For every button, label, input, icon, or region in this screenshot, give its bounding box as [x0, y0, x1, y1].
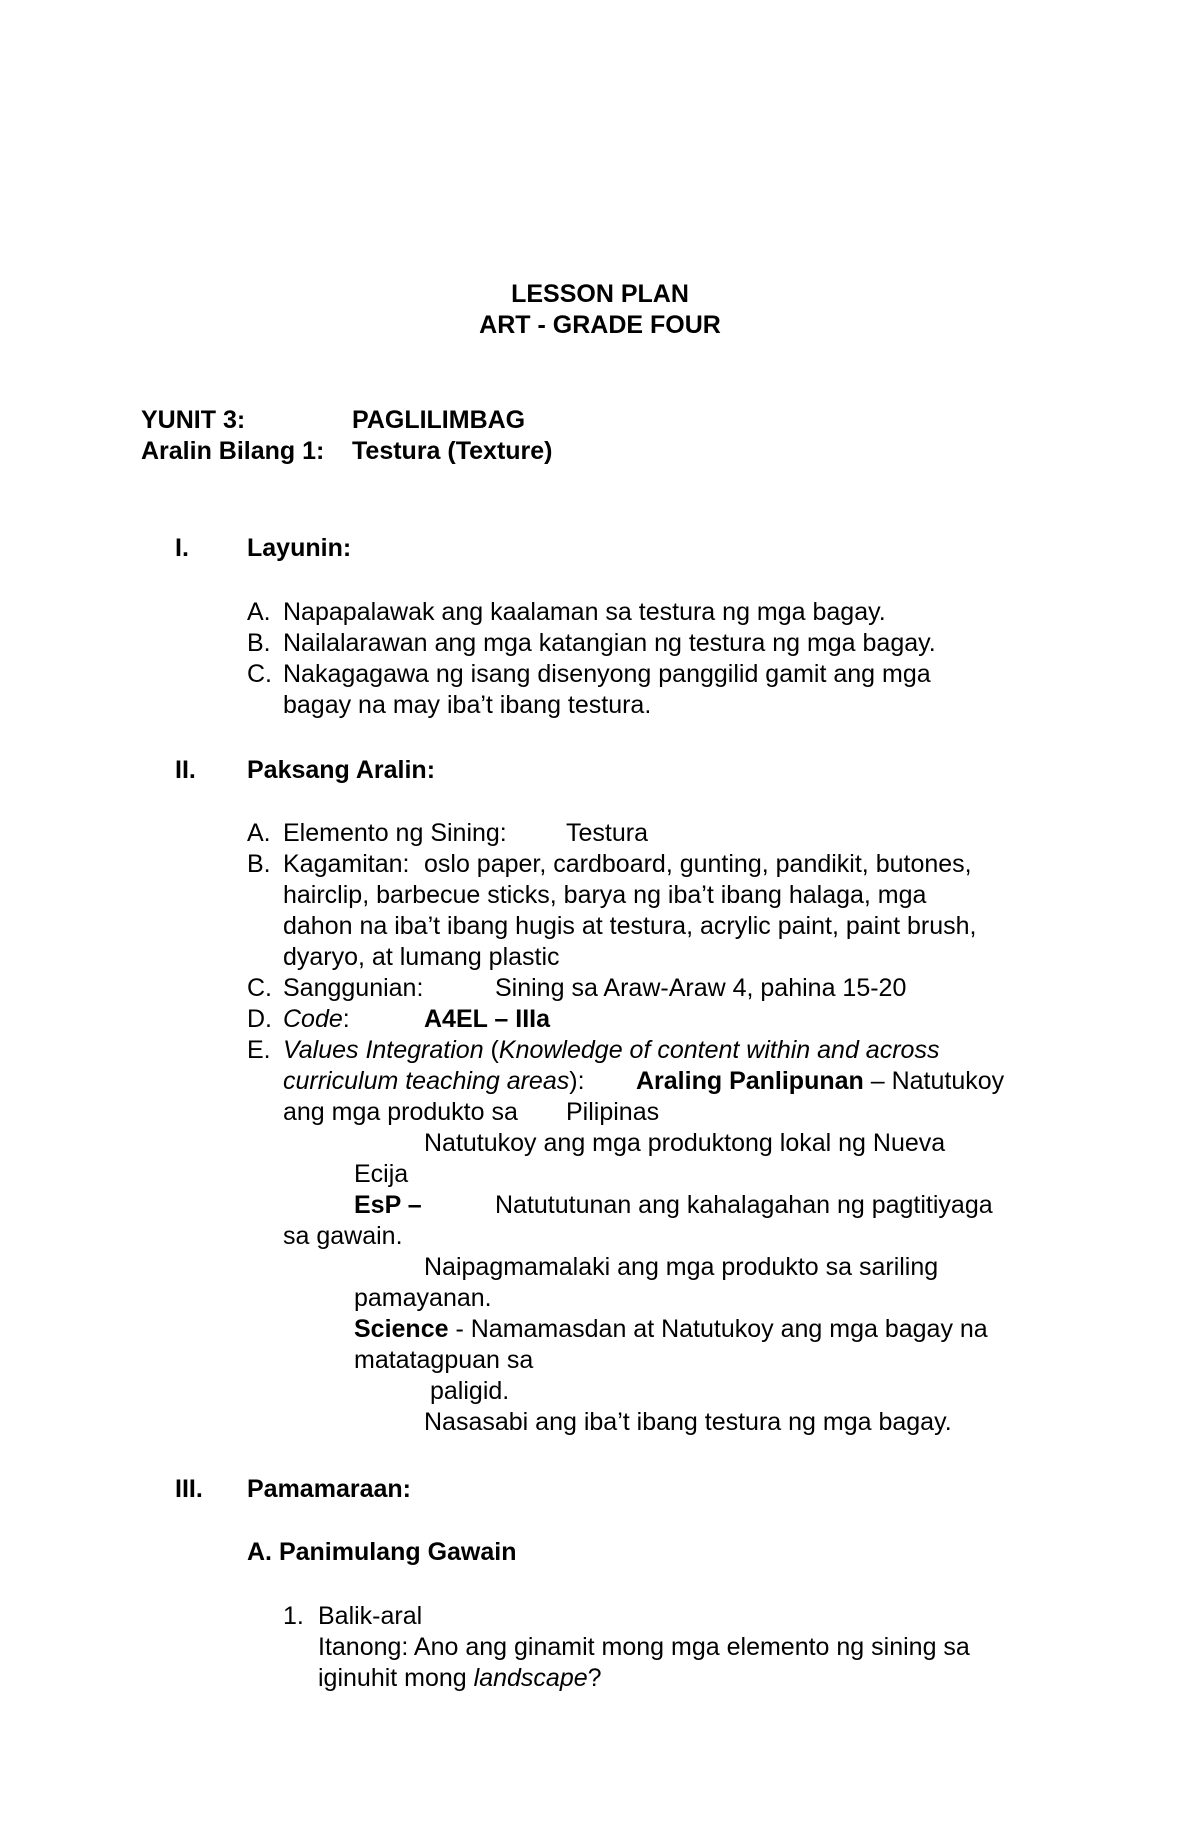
code-label-text: Code	[283, 1005, 343, 1033]
step-text: Itanong: Ano ang ginamit mong mga elemento ng sining sa	[318, 1633, 970, 1661]
lesson-label: Aralin Bilang 1:	[141, 437, 325, 465]
lesson-value: Testura (Texture)	[352, 437, 553, 465]
values-integration-detail: Knowledge of content within and across	[498, 1036, 940, 1064]
step-text-part: iginuhit mong	[318, 1664, 474, 1692]
topic-letter: E.	[247, 1036, 271, 1064]
step-text-end: ?	[587, 1664, 602, 1692]
section2-title: Paksang Aralin:	[247, 756, 436, 784]
objective-text: Nailalarawan ang mga katangian ng testura ng mga bagay.	[283, 629, 936, 657]
esp-text: Naipagmamalaki ang mga produkto sa sariling	[424, 1253, 939, 1281]
values-integration-detail-end: curriculum teaching areas	[283, 1067, 570, 1095]
values-integration-heading-continued	[283, 1066, 585, 1096]
reference-label: Sanggunian:	[283, 974, 424, 1002]
element-value: Testura	[566, 819, 648, 847]
objective-letter: B.	[247, 629, 271, 657]
araling-panlipunan-text: – Natutukoy	[863, 1067, 1005, 1095]
araling-panlipunan-text: Pilipinas	[566, 1098, 660, 1126]
objective-text: Nakagagawa ng isang disenyong panggilid gamit ang mga	[283, 660, 931, 688]
paren-open: (	[483, 1036, 499, 1064]
esp-text: Natututunan ang kahalagahan ng pagtitiyaga	[495, 1191, 993, 1219]
topic-letter: C.	[247, 974, 272, 1002]
objective-letter: A.	[247, 598, 271, 626]
values-integration-heading	[283, 1035, 939, 1065]
araling-panlipunan-text: Ecija	[354, 1160, 409, 1188]
code-label	[283, 1004, 350, 1034]
esp-dash: –	[400, 1191, 422, 1219]
section1-number: I.	[175, 534, 189, 562]
science-text: paligid.	[430, 1377, 510, 1405]
step-text-italic: landscape	[473, 1664, 588, 1692]
reference-value: Sining sa Araw-Araw 4, pahina 15-20	[495, 974, 907, 1002]
code-value: A4EL – IIIa	[424, 1005, 550, 1033]
step-number: 1.	[283, 1602, 304, 1630]
araling-panlipunan-line	[636, 1066, 1004, 1096]
section2-number: II.	[175, 756, 196, 784]
topic-letter: A.	[247, 819, 271, 847]
materials-label: Kagamitan:	[283, 850, 410, 878]
materials-text: dyaryo, at lumang plastic	[283, 943, 560, 971]
step-text-continued	[318, 1663, 602, 1693]
materials-text: dahon na iba’t ibang hugis at testura, acrylic paint, paint brush,	[283, 912, 977, 940]
araling-panlipunan-text: ang mga produkto sa	[283, 1098, 518, 1126]
section3-title: Pamamaraan:	[247, 1475, 411, 1503]
esp-label: EsP	[354, 1191, 401, 1219]
science-line	[354, 1314, 988, 1344]
topic-letter: B.	[247, 850, 271, 878]
step-title: Balik-aral	[318, 1602, 423, 1630]
values-integration-label: Values Integration	[283, 1036, 484, 1064]
unit-value: PAGLILIMBAG	[352, 406, 526, 434]
materials-text: hairclip, barbecue sticks, barya ng iba’t ibang halaga, mga	[283, 881, 927, 909]
section1-title: Layunin:	[247, 534, 352, 562]
esp-text: pamayanan.	[354, 1284, 492, 1312]
element-label: Elemento ng Sining:	[283, 819, 507, 847]
science-text: matatagpuan sa	[354, 1346, 534, 1374]
science-text: Nasasabi ang iba’t ibang testura ng mga bagay.	[424, 1408, 952, 1436]
esp-text: sa gawain.	[283, 1222, 403, 1250]
section3-number: III.	[175, 1475, 203, 1503]
unit-label: YUNIT 3:	[141, 406, 246, 434]
paren-close: ):	[569, 1067, 585, 1095]
page-subtitle: ART - GRADE FOUR	[479, 311, 721, 339]
science-label: Science	[354, 1315, 449, 1343]
objective-letter: C.	[247, 660, 272, 688]
esp-line	[354, 1190, 422, 1220]
page-title: LESSON PLAN	[511, 280, 689, 308]
science-text: - Namamasdan at Natutukoy ang mga bagay na	[448, 1315, 988, 1343]
objective-text: Napapalawak ang kaalaman sa testura ng mga bagay.	[283, 598, 886, 626]
araling-panlipunan-label: Araling Panlipunan	[636, 1067, 864, 1095]
topic-letter: D.	[247, 1005, 272, 1033]
araling-panlipunan-text: Natutukoy ang mga produktong lokal ng Nueva	[424, 1129, 946, 1157]
subsection-title: A. Panimulang Gawain	[247, 1538, 517, 1566]
objective-text-continued: bagay na may iba’t ibang testura.	[283, 691, 652, 719]
code-colon: :	[342, 1005, 350, 1033]
materials-text: oslo paper, cardboard, gunting, pandikit, butones,	[424, 850, 972, 878]
